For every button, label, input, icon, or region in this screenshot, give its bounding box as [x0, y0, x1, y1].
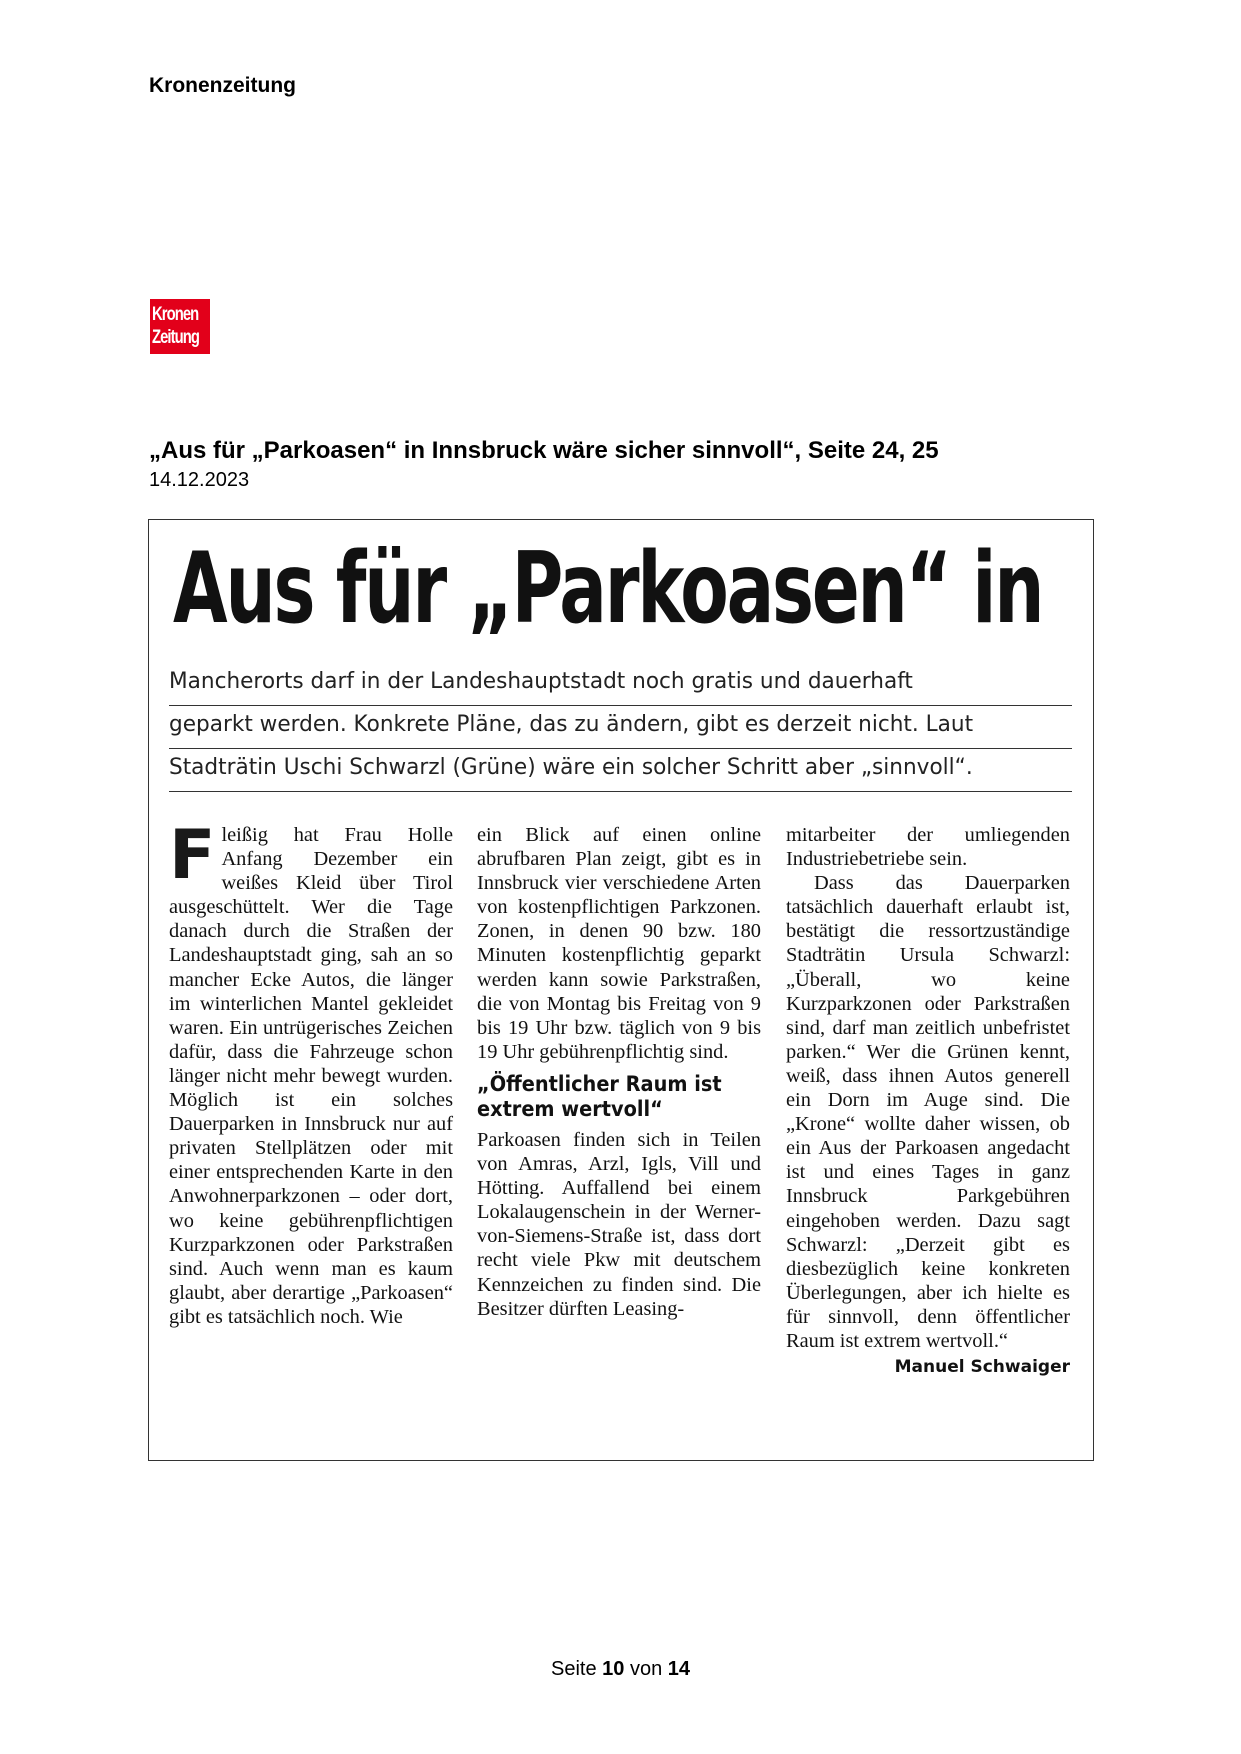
article-clipping — [148, 519, 1094, 1461]
deck-line: geparkt werden. Konkrete Pläne, das zu ändern, gibt es derzeit nicht. Laut — [169, 706, 1072, 749]
source-name: Kronenzeitung — [149, 74, 296, 97]
total-page-count: 14 — [667, 1658, 691, 1680]
footer-prefix: Seite — [550, 1658, 597, 1680]
article-deck — [169, 663, 1072, 792]
column-3-text-b: Dass das Dauerparken tatsächlich dauerhaft erlaubt ist, bestätigt die ressortzuständige Stadträtin Ursula Schwarzl: „Überall, wo keine Kurzparkzonen oder Parkstraßen sind, darf man zeitlich unbefristet parken.“ Wer die Grünen kennt, weiß, dass ihnen Autos generell ein Dorn im Auge sind. Die „Krone“ wollte daher wissen, ob ein Aus der Parkoasen angedacht ist und eines Tages in ganz Innsbruck Parkgebühren eingehoben werden. Dazu sagt Schwarzl: „Derzeit gibt es diesbezüglich keine konkreten Überlegungen, aber ich hielte es für sinnvoll, denn öffentlicher Raum ist extrem wertvoll.“ — [786, 872, 1070, 1352]
current-page-number: 10 — [602, 1658, 625, 1680]
document-title: „Aus für „Parkoasen“ in Innsbruck wäre sicher sinnvoll“, Seite 24, 25 — [149, 437, 939, 464]
column-2-text-b: Parkoasen finden sich in Teilen von Amras, Arzl, Igls, Vill und Hötting. Auffallend bei einem Lokalaugenschein in der Werner-von-Siemens-Straße ist, dass dort recht viele Pkw mit deutschem Kennzeichen zu finden sind. Die Besitzer dürften Leasing- — [477, 1128, 761, 1320]
article-column-3 — [786, 823, 1070, 1379]
logo-line-2: Zeitung — [152, 327, 199, 348]
article-column-1 — [169, 816, 453, 1329]
deck-line: Mancherorts darf in der Landeshauptstadt noch gratis und dauerhaft — [169, 663, 1072, 706]
drop-cap: F — [169, 816, 216, 895]
page-footer — [0, 1658, 1241, 1681]
column-2-text-a: ein Blick auf einen online abrufbaren Plan zeigt, gibt es in Innsbruck vier verschiedene Arten von kostenpflichtigen Parkzonen. Zonen, in denen 90 bzw. 180 Minuten kostenpflichtig geparkt werden kann sowie Parkstraßen, die von Montag bis Freitag von 9 bis 19 Uhr bzw. täglich von 9 bis 19 Uhr gebührenpflichtig sind. — [477, 824, 761, 1063]
column-3-text-a: mitarbeiter der umliegenden Industriebetriebe sein. — [786, 824, 1070, 871]
article-subheading: „Öffentlicher Raum ist extrem wertvoll“ — [477, 1071, 722, 1121]
article-column-2 — [477, 823, 761, 1321]
logo-line-1: Kronen — [152, 304, 199, 325]
document-date: 14.12.2023 — [149, 469, 250, 491]
deck-line: Stadträtin Uschi Schwarzl (Grüne) wäre ein solcher Schritt aber „sinnvoll“. — [169, 749, 1072, 792]
article-author: Manuel Schwaiger — [894, 1357, 1070, 1378]
footer-of: von — [629, 1658, 663, 1680]
article-headline: Aus für „Parkoasen“ in — [173, 532, 1043, 646]
column-1-text: leißig hat Frau Holle Anfang Dezember ein weißes Kleid über Tirol ausgeschüttelt. Wer die Tage danach durch die Straßen der Landeshauptstadt ging, sah an so mancher Ecke Autos, die länger im winterlichen Mantel gekleidet waren. Ein untrügerisches Zeichen dafür, dass die Fahrzeuge schon länger nicht mehr bewegt wurden. Möglich ist ein solches Dauerparken in Innsbruck nur auf privaten Stellplätzen oder mit einer entsprechenden Karte in den Anwohnerparkzonen – oder dort, wo keine gebührenpflichtigen Kurzparkzonen oder Parkstraßen sind. Auch wenn man es kaum glaubt, aber derartige „Parkoasen“ gibt es tatsächlich noch. Wie — [169, 824, 453, 1328]
kronen-zeitung-logo — [150, 299, 210, 354]
